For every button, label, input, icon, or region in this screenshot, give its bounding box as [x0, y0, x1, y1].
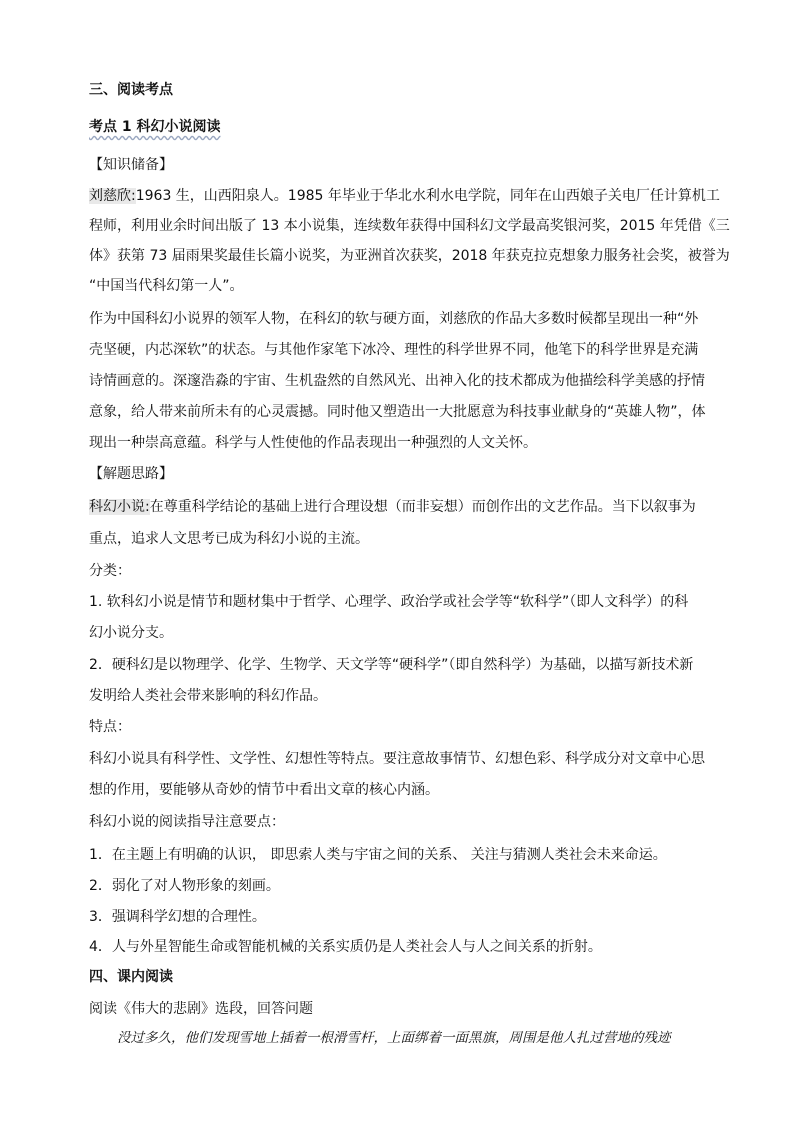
- author-text-1: 1963 生，山西阳泉人。1985 年毕业于华北水利水电学院，同年在山西娘子关电厂任计算机工: [135, 188, 720, 204]
- author-line-3: 体》获第 73 届雨果奖最佳长篇小说奖，为亚洲首次获奖，2018 年获克拉克想象力服务社会奖，被誉为: [89, 248, 730, 264]
- para-line-5: 现出一种崇高意蕴。科学与人性使他的作品表现出一种强烈的人文关怀。: [89, 435, 537, 451]
- knowledge-label: 【知识储备】: [89, 157, 173, 173]
- excerpt-line: 没过多久，他们发现雪地上插着一根滑雪杆，上面绑着一面黑旗，周围是他人扎过营地的残迹: [117, 1030, 671, 1046]
- guide-line-1: 1．在主题上有明确的认识， 即思索人类与宇宙之间的关系、 关注与猜测人类社会未来命运。: [89, 847, 667, 863]
- scifi-label: 科幻小说:: [89, 499, 150, 515]
- guide-line-2: 2．弱化了对人物形象的刻画。: [89, 878, 280, 894]
- guide-line-4: 4．人与外星智能生命或智能机械的关系实质仍是人类社会人与人之间关系的折射。: [89, 939, 602, 955]
- guide-line-3: 3．强调科学幻想的合理性。: [89, 909, 266, 925]
- classify-line-2: 幻小说分支。: [89, 625, 173, 641]
- features-line-2: 想的作用，要能够从奇妙的情节中看出文章的核心内涵。: [89, 782, 439, 798]
- para-line-2: 壳坚硬，内芯深软”的状态。与其他作家笔下冰冷、理性的科学世界不同，他笔下的科学世界是充满: [89, 342, 699, 358]
- author-line-1: [89, 186, 720, 206]
- guide-label: 科幻小说的阅读指导注意要点：: [89, 814, 285, 830]
- section4-heading: 四、课内阅读: [89, 969, 173, 985]
- classify-line-4: 发明给人类社会带来影响的科幻作品。: [89, 688, 327, 704]
- classify-line-3: 2．硬科幻是以物理学、化学、生物学、天文学等“硬科学”（即自然科学）为基础，以描写新技术新: [89, 657, 694, 673]
- kaodian-heading: 考点 1 科幻小说阅读: [89, 119, 221, 135]
- scifi-line-2: 重点，追求人文思考已成为科幻小说的主流。: [89, 531, 369, 547]
- author-label: 刘慈欣:: [89, 188, 136, 204]
- scifi-text-1: 在尊重科学结论的基础上进行合理设想（而非妄想）而创作出的文艺作品。当下以叙事为: [149, 499, 696, 515]
- author-line-2: 程师，利用业余时间出版了 13 本小说集，连续数年获得中国科幻文学最高奖银河奖，2015 年凭借《三: [89, 218, 730, 234]
- author-line-4: “中国当代科幻第一人”。: [89, 278, 244, 294]
- classify-line-1: 1. 软科幻小说是情节和题材集中于哲学、心理学、政治学或社会学等“软科学”（即人文科学）的科: [89, 594, 689, 610]
- para-line-1: 作为中国科幻小说界的领军人物，在科幻的软与硬方面，刘慈欣的作品大多数时候都呈现出一种“外: [89, 311, 699, 327]
- scifi-line-1: [89, 497, 696, 517]
- features-line-1: 科幻小说具有科学性、文学性、幻想性等特点。要注意故事情节、幻想色彩、科学成分对文章中心思: [89, 751, 705, 767]
- reading-intro: 阅读《伟大的悲剧》选段，回答问题: [89, 1001, 313, 1017]
- para-line-3: 诗情画意的。深邃浩淼的宇宙、生机盎然的自然风光、出神入化的技术都成为他描绘科学美感的抒情: [89, 373, 705, 389]
- classify-label: 分类：: [89, 563, 131, 579]
- para-line-4: 意象，给人带来前所未有的心灵震撼。同时他又塑造出一大批愿意为科技事业献身的“英雄人物”，体: [89, 404, 706, 420]
- features-label: 特点：: [89, 719, 131, 735]
- solving-label: 【解题思路】: [89, 466, 173, 482]
- section3-heading: 三、阅读考点: [89, 82, 173, 98]
